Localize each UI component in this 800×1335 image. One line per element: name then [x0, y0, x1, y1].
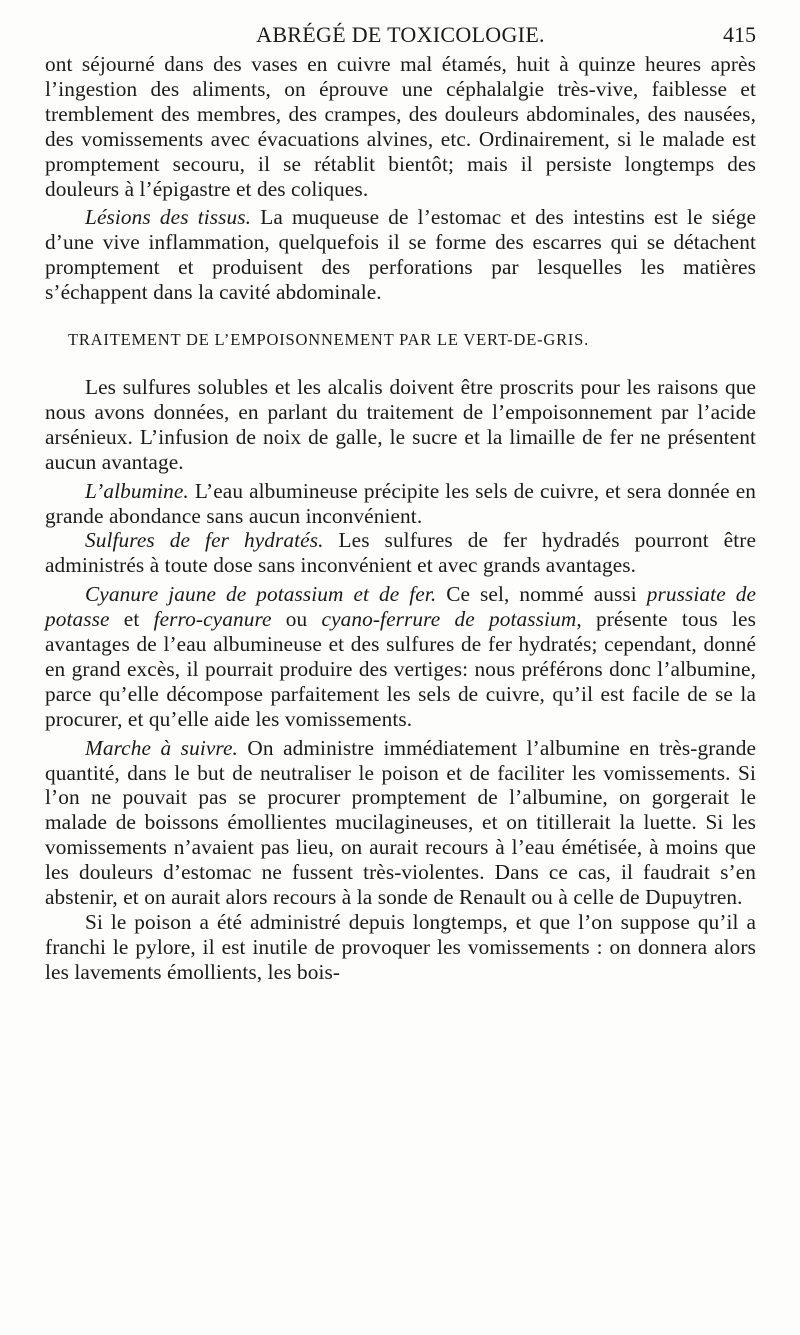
prussiate-label: prussiate de potasse — [45, 582, 756, 632]
marche-label: Marche à suivre. — [85, 735, 238, 760]
cyanure-text-b: et — [109, 607, 154, 632]
paragraph-symptoms: ont séjourné dans des vases en cuivre mal étamés, huit à quinze heures après l’ingestion des aliments, on éprouve une céphalalgie très-vive, faiblesse et tremblement des membres, des crampes, des douleurs abdominales, des nausées, des vomissements avec évacuations alvines, etc. Ordinairement, si le malade est promptement secouru, il se rétablit bientôt; mais il persiste longtemps des douleurs à l’épigastre et des coliques. — [45, 52, 756, 201]
paragraph-marche — [45, 736, 756, 910]
paragraph-pylore: Si le poison a été administré depuis longtemps, et que l’on suppose qu’il a franchi le pylore, il est inutile de provoquer les vomissements : on donnera alors les lavements émollients, les bois- — [45, 910, 756, 984]
albumine-text: L’eau albumineuse précipite les sels de cuivre, et sera donnée en grande abondance sans aucun inconvénient. — [45, 478, 756, 528]
paragraph-sulfures-fer — [45, 528, 756, 578]
cyanure-text-c: ou — [271, 607, 322, 632]
ferro-cyanure-label: ferro-cyanure — [153, 607, 272, 632]
cyanure-text-a: Ce sel, nommé aussi — [436, 582, 647, 607]
lesions-text: La muqueuse de l’estomac et des intestins est le siége d’une vive inflammation, quelquefois il se forme des escarres qui se détachent promptement et produisent des perforations par lesquelles les matières s’échappent dans la cavité abdominale. — [45, 205, 756, 305]
sulfures-fer-label: Sulfures de fer hydratés. — [85, 528, 324, 553]
paragraph-cyanure — [45, 582, 756, 731]
running-head-title: ABRÉGÉ DE TOXICOLOGIE. — [256, 22, 545, 47]
paragraph-sulfures: Les sulfures solubles et les alcalis doivent être proscrits pour les raisons que nous avons données, en parlant du traitement de l’empoisonnement par l’acide arsénieux. L’infusion de noix de galle, le sucre et la limaille de fer ne présentent aucun avantage. — [45, 374, 756, 474]
body-text — [45, 52, 756, 985]
page-number: 415 — [723, 22, 756, 47]
marche-text: On administre immédiatement l’albumine en très-grande quantité, dans le but de neutraliser le poison et de faciliter les vomissements. Si l’on ne pouvait pas se procurer promptement de l’albumine, on gorgerait le malade de boissons émollientes mucilagineuses, et on titillerait la luette. Si les vomissements n’avaient pas lieu, on aurait recours à l’eau émétisée, à moins que les douleurs d’estomac ne fussent très-violentes. Dans ce cas, il faudrait s’en abstenir, et on aurait alors recours à la sonde de Renault ou à celle de Dupuytren. — [45, 735, 756, 910]
running-head — [45, 22, 756, 52]
cyanure-label: Cyanure jaune de potassium et de fer. — [85, 582, 437, 607]
section-heading: TRAITEMENT DE L’EMPOISONNEMENT PAR LE VERT-DE-GRIS. — [68, 330, 590, 350]
paragraph-albumine — [45, 479, 756, 529]
cyanure-text-d: , présente tous les avantages de l’eau albumineuse et des sulfures de fer hydratés; cependant, donné en grand excès, il pourrait produire des vertiges: nous préférons donc l’albumine, parce qu’elle décompose parfaitement les sels de cuivre, qu’il est facile de se la procurer, et qu’elle aide les vomissements. — [45, 607, 756, 731]
lesions-label: Lésions des tissus. — [85, 205, 252, 230]
sulfures-fer-text: Les sulfures de fer hydradés pourront être administrés à toute dose sans inconvénient et avec grands avantages. — [45, 528, 756, 578]
cyano-ferrure-label: cyano-ferrure de potassium — [321, 607, 577, 632]
albumine-label: L’albumine. — [85, 478, 189, 503]
paragraph-lesions — [45, 205, 756, 305]
